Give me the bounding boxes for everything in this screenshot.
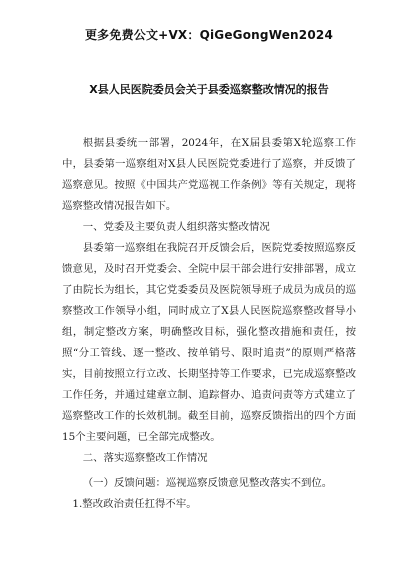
intro-paragraph: 根据县委统一部署，2024年，在X届县委第X轮巡察工作中，县委第一巡察组对X县人民医院党委进行了巡察，并反馈了巡察意见。按照《中国共产党巡视工作条例》等有关规定，现将巡察整改情况报告如下。 xyxy=(62,137,356,212)
subsection-1-heading: （一）反馈问题：巡视巡察反馈意见整改落实不到位。 xyxy=(82,477,333,489)
item-1-heading: 1.整改政治责任扛得不牢。 xyxy=(72,498,197,510)
section-1-body: 县委第一巡察组在我院召开反馈会后，医院党委按照巡察反馈意见，及时召开党委会、全院中层干部会进行安排部署，成立了由院长为组长，其它党委委员及医院领导班子成员为成员的巡察整改工作领导小组，同时成立了X县人民医院巡察整改督导小组，制定整改方案，明确整改目标，强化整改措施和责任，按照“分工管线、逐一整改、按单销号、限时追责”的原则严格落实，目前按照立行立改、长期坚持等工作要求，已完成巡察整改工作任务，并通过建章立制、追踪督办、追责问责等方式建立了巡察整改工作的长效机制。截至目前，巡察反馈指出的四个方面15个主要问题，已全部完成整改。 xyxy=(62,242,356,443)
section-2-heading: 二、落实巡察整改工作情况 xyxy=(82,452,208,464)
watermark-header: 更多免费公文+VX：QiGeGongWen2024 xyxy=(84,28,333,42)
document-title: X县人民医院委员会关于县委巡察整改情况的报告 xyxy=(89,83,329,96)
section-1-heading: 一、党委及主要负责人组织落实整改情况 xyxy=(82,221,270,233)
